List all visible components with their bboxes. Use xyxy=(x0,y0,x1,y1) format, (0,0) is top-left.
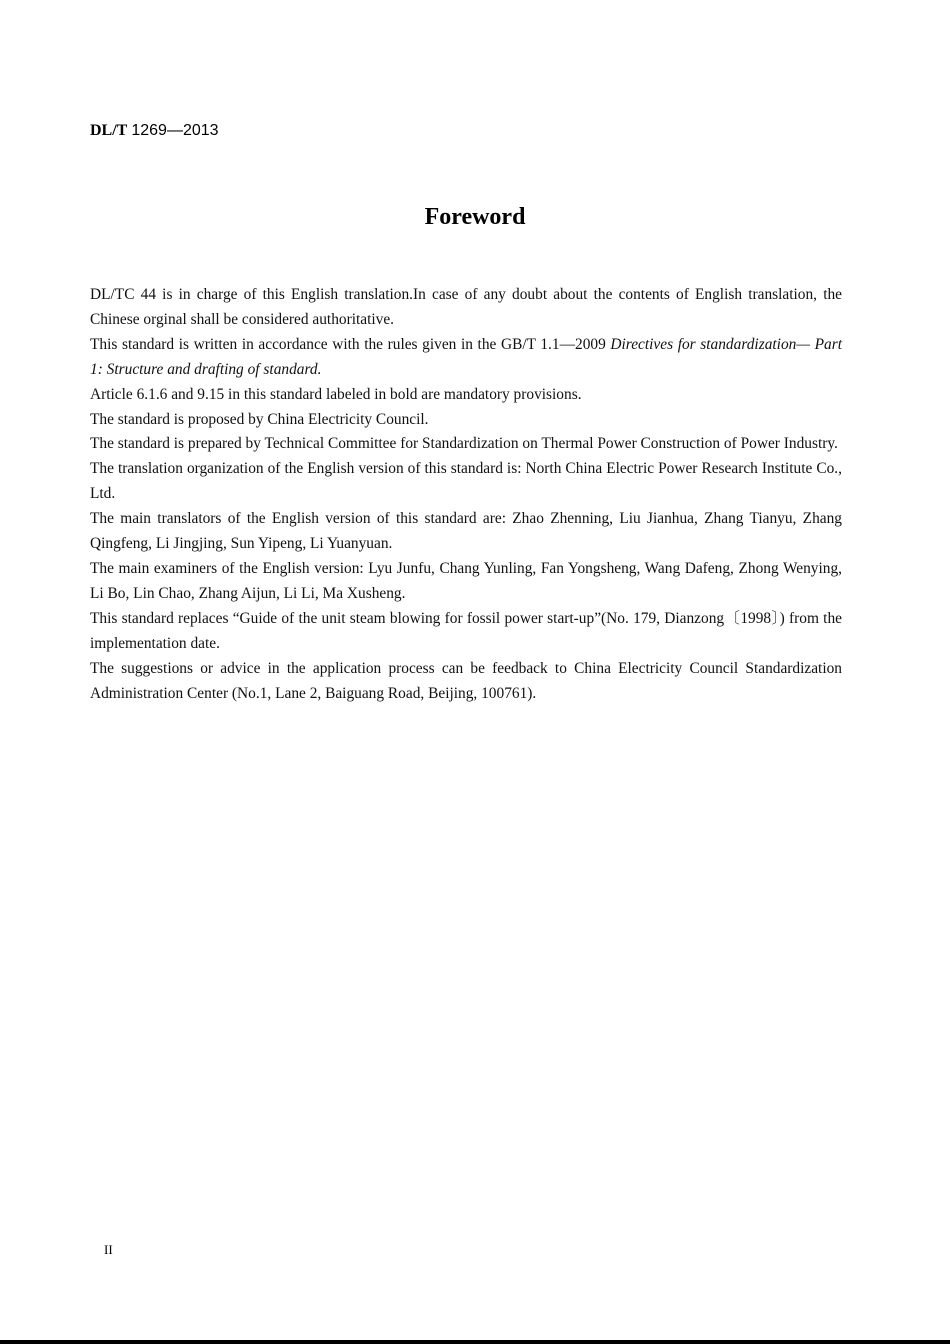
paragraph: Article 6.1.6 and 9.15 in this standard labeled in bold are mandatory provisions. xyxy=(90,385,582,403)
paragraph: The standard is prepared by Technical Committee for Standardization on Thermal Power Construction of Power Industry. xyxy=(90,435,838,453)
paragraph: The main translators of the English version of this standard are: Zhao Zhenning, Liu Jianhua, Zhang Tianyu, Zhang Qingfeng, Li Jingjing, Sun Yipeng, Li Yuanyuan. xyxy=(90,510,842,553)
paragraph-text: This standard is written in accordance with the rules given in the GB/T 1.1—2009 xyxy=(90,335,611,353)
paragraph: This standard replaces “Guide of the unit steam blowing for fossil power start-up”(No. 179, Dianzong〔1998〕) from the implementation date. xyxy=(90,609,842,652)
page-number: II xyxy=(104,1242,113,1257)
document-header xyxy=(90,122,219,140)
paragraph: The translation organization of the English version of this standard is: North China Electric Power Research Institute Co., Ltd. xyxy=(90,460,842,503)
paragraph: The main examiners of the English version: Lyu Junfu, Chang Yunling, Fan Yongsheng, Wang Dafeng, Zhong Wenying, Li Bo, Lin Chao, Zhang Aijun, Li Li, Ma Xusheng. xyxy=(90,559,842,602)
bottom-border xyxy=(0,1340,950,1344)
paragraph xyxy=(90,333,842,383)
standard-number: 1269—2013 xyxy=(131,122,219,139)
italic-citation: Directives for standardization— Part 1: Structure and drafting of standard. xyxy=(90,335,842,378)
paragraph: DL/TC 44 is in charge of this English translation.In case of any doubt about the contents of English translation, the Chinese orginal shall be considered authoritative. xyxy=(90,286,842,328)
page-title: Foreword xyxy=(424,204,526,230)
paragraph: The suggestions or advice in the application process can be feedback to China Electricity Council Standardization Administration Center (No.1, Lane 2, Baiguang Road, Beijing, 100761). xyxy=(90,659,842,702)
standard-code: DL/T xyxy=(90,122,128,139)
paragraph: The standard is proposed by China Electricity Council. xyxy=(90,410,429,428)
foreword-body xyxy=(90,283,842,706)
